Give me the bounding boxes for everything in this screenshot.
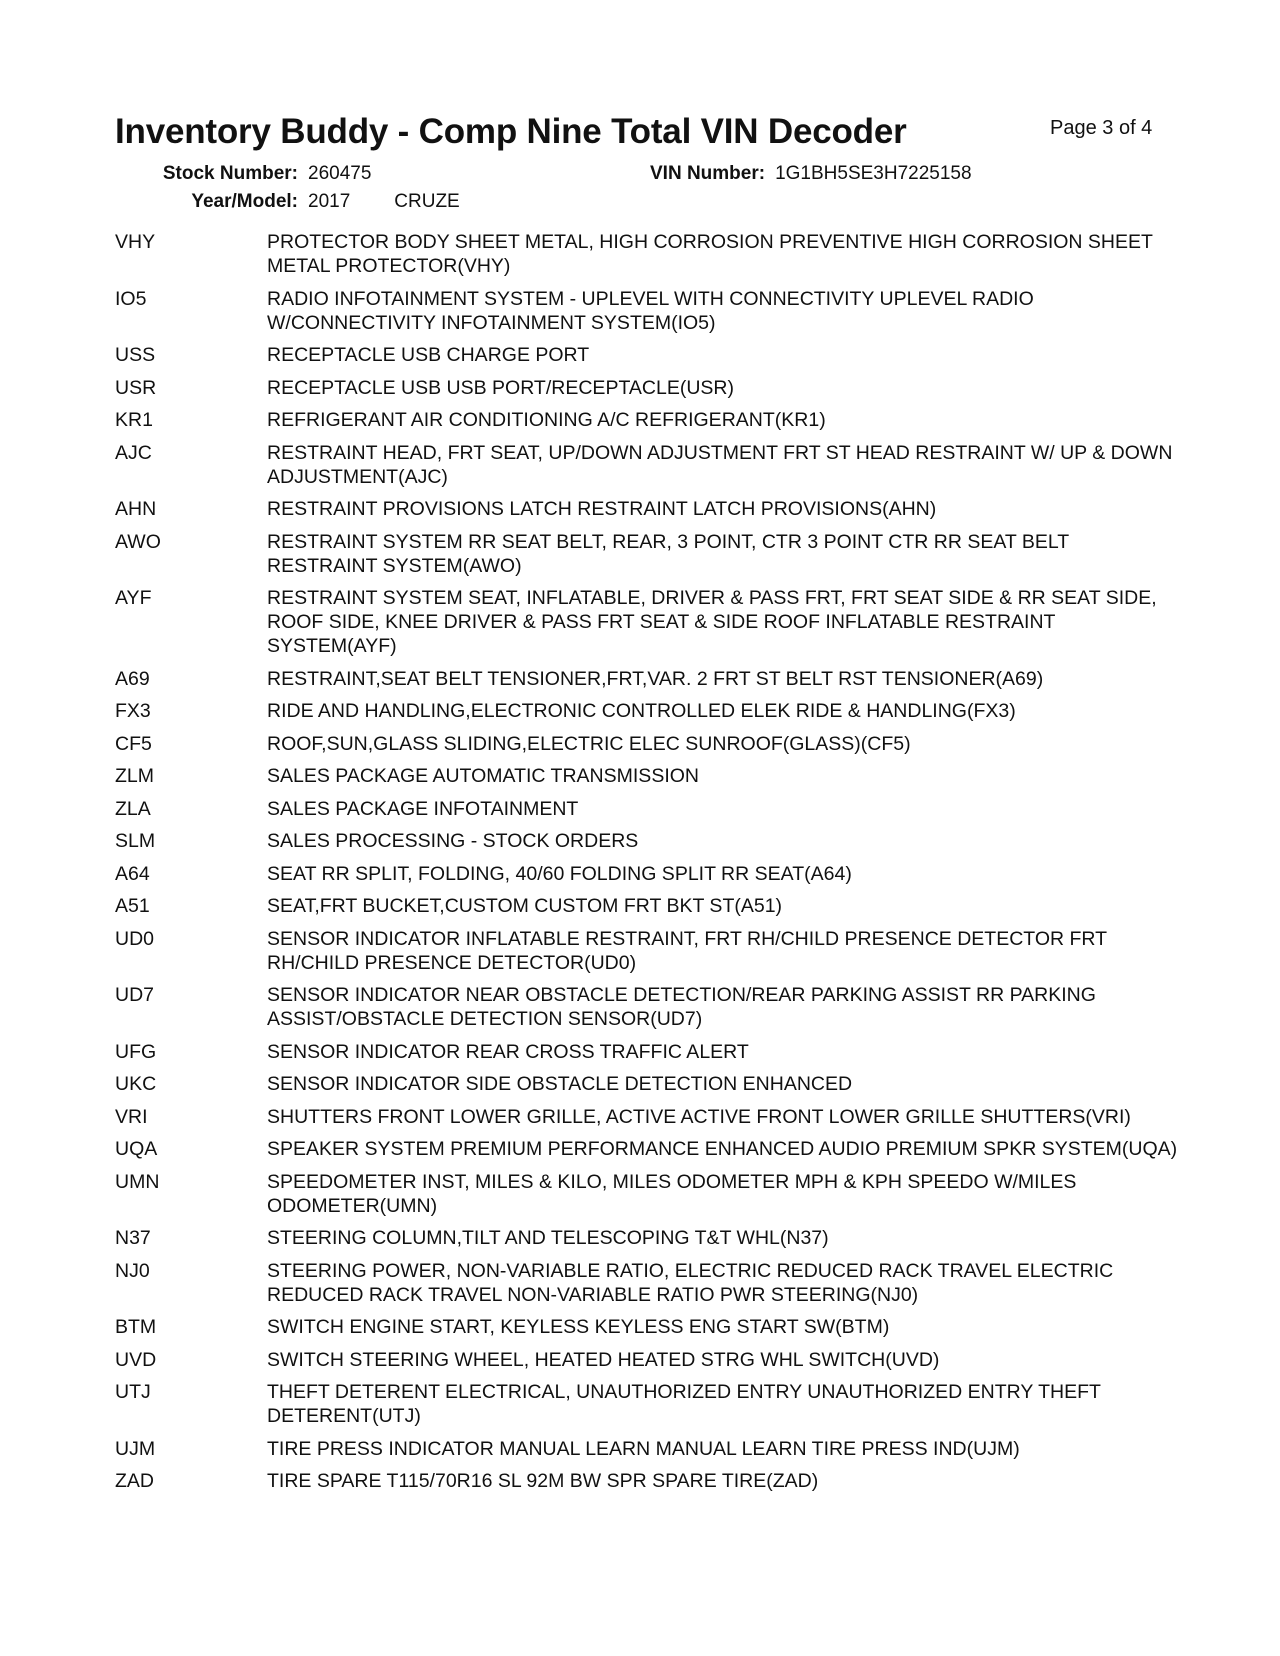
option-description: RESTRAINT SYSTEM RR SEAT BELT, REAR, 3 POINT, CTR 3 POINT CTR RR SEAT BELT RESTRAINT SYSTEM(AWO): [267, 530, 1069, 577]
option-row: [115, 1072, 1175, 1096]
option-code: USS: [115, 344, 156, 366]
option-row: [115, 1259, 1175, 1307]
option-description: RESTRAINT SYSTEM SEAT, INFLATABLE, DRIVER & PASS FRT, FRT SEAT SIDE & RR SEAT SIDE, ROOF SIDE, KNEE DRIVER & PASS FRT SEAT & SIDE ROOF INFLATABLE RESTRAINT SYSTEM(AYF): [267, 587, 1157, 657]
year-model-field: [156, 191, 460, 213]
stock-number-label: Stock Number:: [162, 163, 298, 184]
option-code: UD7: [115, 984, 155, 1006]
option-description: SWITCH STEERING WHEEL, HEATED HEATED STRG WHL SWITCH(UVD): [267, 1348, 940, 1371]
option-row: [115, 441, 1175, 489]
model-value: CRUZE: [394, 191, 460, 212]
option-code: UKC: [115, 1073, 157, 1095]
stock-number-field: [156, 163, 371, 185]
page-number: Page 3 of 4: [1050, 117, 1153, 139]
option-row: [115, 667, 1175, 691]
option-row: [115, 1226, 1175, 1250]
option-code: ZLA: [115, 797, 151, 820]
option-row: [115, 927, 1175, 975]
vin-number-field: [650, 163, 972, 185]
option-row: [115, 1105, 1175, 1129]
option-row: [115, 862, 1175, 886]
option-code: AWO: [115, 530, 161, 553]
option-description: TIRE SPARE T115/70R16 SL 92M BW SPR SPARE TIRE(ZAD): [267, 1470, 819, 1492]
option-description: RIDE AND HANDLING,ELECTRONIC CONTROLLED ELEK RIDE & HANDLING(FX3): [267, 700, 1016, 722]
option-code: USR: [115, 376, 157, 399]
option-row: [115, 530, 1175, 578]
option-description: TIRE PRESS INDICATOR MANUAL LEARN MANUAL LEARN TIRE PRESS IND(UJM): [267, 1437, 1020, 1460]
option-row: [115, 1348, 1175, 1372]
vin-number-value: 1G1BH5SE3H7225158: [775, 163, 972, 184]
option-row: [115, 699, 1175, 723]
option-code: VHY: [115, 231, 156, 253]
option-code: AYF: [115, 587, 152, 609]
option-description: SWITCH ENGINE START, KEYLESS KEYLESS ENG START SW(BTM): [267, 1316, 890, 1338]
option-row: [115, 287, 1175, 335]
option-description: SPEAKER SYSTEM PREMIUM PERFORMANCE ENHANCED AUDIO PREMIUM SPKR SYSTEM(UQA): [267, 1138, 1178, 1160]
option-description: SALES PACKAGE INFOTAINMENT: [267, 797, 579, 820]
option-row: [115, 732, 1175, 756]
year-value: 2017: [308, 191, 351, 212]
year-model-label: Year/Model:: [191, 191, 298, 212]
option-code: N37: [115, 1227, 151, 1249]
option-description: STEERING POWER, NON-VARIABLE RATIO, ELECTRIC REDUCED RACK TRAVEL ELECTRIC REDUCED RACK TRAVEL NON-VARIABLE RATIO PWR STEERING(NJ0): [267, 1259, 1114, 1306]
option-code: IO5: [115, 287, 147, 310]
option-description: SENSOR INDICATOR INFLATABLE RESTRAINT, FRT RH/CHILD PRESENCE DETECTOR FRT RH/CHILD PRESENCE DETECTOR(UD0): [267, 927, 1107, 974]
option-row: [115, 1040, 1175, 1064]
option-row: [115, 1170, 1175, 1218]
option-row: [115, 343, 1175, 367]
option-description: PROTECTOR BODY SHEET METAL, HIGH CORROSION PREVENTIVE HIGH CORROSION SHEET METAL PROTECTOR(VHY): [267, 231, 1153, 277]
option-description: REFRIGERANT AIR CONDITIONING A/C REFRIGERANT(KR1): [267, 409, 826, 431]
vin-number-label: VIN Number:: [650, 163, 766, 184]
option-code: CF5: [115, 732, 152, 755]
stock-number-value: 260475: [308, 163, 372, 184]
option-description: RESTRAINT HEAD, FRT SEAT, UP/DOWN ADJUSTMENT FRT ST HEAD RESTRAINT W/ UP & DOWN ADJUSTMENT(AJC): [267, 441, 1173, 488]
option-code: BTM: [115, 1316, 157, 1338]
option-code: FX3: [115, 700, 151, 722]
option-code: A51: [115, 895, 150, 917]
option-row: [115, 497, 1175, 521]
option-code: UMN: [115, 1170, 160, 1193]
option-row: [115, 408, 1175, 432]
option-code: ZAD: [115, 1470, 154, 1492]
option-row: [115, 983, 1175, 1031]
option-code: UD0: [115, 927, 155, 950]
option-row: [115, 894, 1175, 918]
option-code: NJ0: [115, 1259, 150, 1282]
option-row: [115, 829, 1175, 853]
option-code: A64: [115, 862, 150, 885]
option-code: KR1: [115, 409, 153, 431]
option-row: [115, 586, 1175, 658]
option-description: SPEEDOMETER INST, MILES & KILO, MILES ODOMETER MPH & KPH SPEEDO W/MILES ODOMETER(UMN): [267, 1170, 1077, 1217]
option-description: SENSOR INDICATOR NEAR OBSTACLE DETECTION/REAR PARKING ASSIST RR PARKING ASSIST/OBSTACLE DETECTION SENSOR(UD7): [267, 984, 1096, 1030]
option-code: ZLM: [115, 765, 154, 787]
option-code-list: [115, 230, 1178, 1502]
option-code: UFG: [115, 1040, 157, 1063]
option-code: UJM: [115, 1437, 156, 1460]
option-code: AHN: [115, 498, 157, 520]
option-row: [115, 1469, 1175, 1493]
option-description: SENSOR INDICATOR REAR CROSS TRAFFIC ALERT: [267, 1040, 749, 1063]
option-description: RECEPTACLE USB CHARGE PORT: [267, 344, 590, 366]
option-description: SALES PROCESSING - STOCK ORDERS: [267, 830, 639, 852]
document-title: Inventory Buddy - Comp Nine Total VIN Decoder: [115, 112, 907, 151]
option-description: RESTRAINT PROVISIONS LATCH RESTRAINT LATCH PROVISIONS(AHN): [267, 498, 937, 520]
option-code: VRI: [115, 1105, 148, 1128]
option-code: UQA: [115, 1138, 158, 1160]
option-row: [115, 1380, 1175, 1428]
option-description: RECEPTACLE USB USB PORT/RECEPTACLE(USR): [267, 376, 735, 399]
option-row: [115, 797, 1175, 821]
option-description: STEERING COLUMN,TILT AND TELESCOPING T&T WHL(N37): [267, 1227, 829, 1249]
option-code: UVD: [115, 1348, 157, 1371]
option-row: [115, 376, 1175, 400]
option-description: SENSOR INDICATOR SIDE OBSTACLE DETECTION ENHANCED: [267, 1073, 853, 1095]
option-description: RESTRAINT,SEAT BELT TENSIONER,FRT,VAR. 2 FRT ST BELT RST TENSIONER(A69): [267, 667, 1044, 690]
option-code: UTJ: [115, 1381, 151, 1403]
option-row: [115, 764, 1175, 788]
option-description: SALES PACKAGE AUTOMATIC TRANSMISSION: [267, 765, 699, 787]
option-row: [115, 1137, 1178, 1161]
option-row: [115, 1437, 1175, 1461]
option-description: ROOF,SUN,GLASS SLIDING,ELECTRIC ELEC SUNROOF(GLASS)(CF5): [267, 732, 911, 755]
option-row: [115, 1315, 1175, 1339]
option-row: [115, 230, 1175, 278]
option-description: THEFT DETERENT ELECTRICAL, UNAUTHORIZED ENTRY UNAUTHORIZED ENTRY THEFT DETERENT(UTJ): [267, 1381, 1101, 1427]
option-description: SHUTTERS FRONT LOWER GRILLE, ACTIVE ACTIVE FRONT LOWER GRILLE SHUTTERS(VRI): [267, 1105, 1131, 1128]
option-code: SLM: [115, 830, 156, 852]
option-description: SEAT,FRT BUCKET,CUSTOM CUSTOM FRT BKT ST(A51): [267, 895, 783, 917]
option-code: A69: [115, 667, 150, 690]
option-description: RADIO INFOTAINMENT SYSTEM - UPLEVEL WITH CONNECTIVITY UPLEVEL RADIO W/CONNECTIVITY INFOTAINMENT SYSTEM(IO5): [267, 287, 1034, 334]
option-code: AJC: [115, 441, 152, 464]
option-description: SEAT RR SPLIT, FOLDING, 40/60 FOLDING SPLIT RR SEAT(A64): [267, 862, 852, 885]
